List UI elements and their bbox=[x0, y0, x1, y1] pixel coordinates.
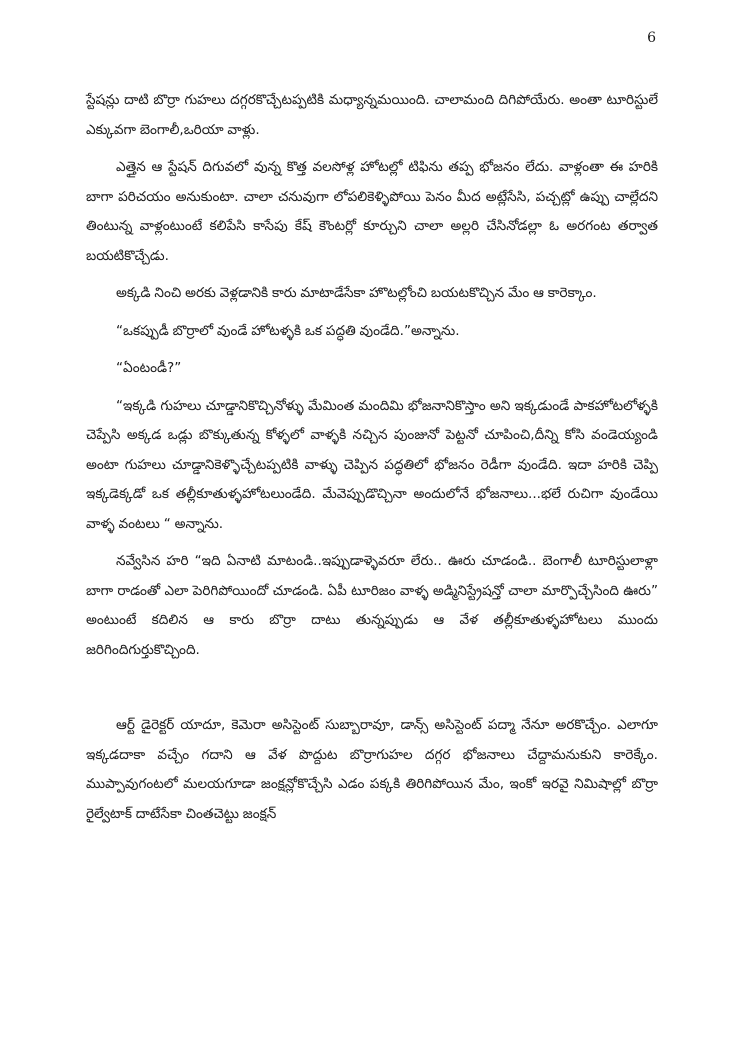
paragraph: నవ్వేసిన హరి “ఇది ఏనాటి మాటండి..ఇప్పుడాళ్ళెవరూ లేరు.. ఊరు చూడండి.. బెంగాలీ టూరిస్టులాళ్లా బాగా రాడంతో ఎలా పెరిగిపోయిందో చూడండి. ఏపీ టూరిజం వాళ్ళ అడ్మినిస్ట్రేషన్తో చాలా మార్పొచ్చేసింది ఊరు” అంటుంటే కదిలిన ఆ కారు బొర్రా దాటు తున్నప్పుడు ఆ వేళ తల్లీకూతుళ్ళహోటలు ముందు జరిగిందిగుర్తుకొచ్చింది. bbox=[86, 553, 658, 658]
paragraph: స్టేషన్లు దాటి బొర్రా గుహలు దగ్గరకొచ్చేటప్పటికి మధ్యాన్నమయింది. చాలామంది దిగిపోయేరు. అంతా టూరిస్టులే ఎక్కువగా బెంగాలీ,ఒరియా వాళ్లు. bbox=[86, 92, 658, 138]
paragraph: ఎత్తైన ఆ స్టేషన్ దిగువలో వున్న కొత్త వలసోళ్ల హోటల్లో టిఫిను తప్ప భోజనం లేదు. వాళ్లంతా ఈ హరికి బాగా పరిచయం అనుకుంటా. చాలా చనువుగా లోపలికెళ్ళిపోయి పెనం మీద అట్లేసేసి, పచ్చట్లో ఉప్పు చాల్లేదని తింటున్న వాళ్లంటుంటే కలిపేసి కాసేపు కేష్ కౌంటర్లో కూర్చుని చాలా అల్లరి చేసినోడల్లా ఓ అరగంట తర్వాత బయటికొచ్చేడు. bbox=[86, 159, 658, 264]
page-number: 6 bbox=[647, 30, 656, 46]
paragraph: “ఇక్కడి గుహలు చూడ్డానికొచ్చినోళ్ళు మేమింత మందిమి భోజనానికొస్తాం అని ఇక్కడుండే పాకహోటలోళ్ళకి చెప్పేసి అక్కడ ఒడ్లు బొక్కుతున్న కోళ్ళలో వాళ్ళకి నచ్చిన పుంజునో పెట్టనో చూపించి,దీన్ని కోసి వండెయ్యండి అంటా గుహలు చూడ్డానికెళ్ళొచ్చేటప్పటికి వాళ్ళు చెప్పిన పద్ధతిలో భోజనం రెడీగా వుండేది. ఇదా హరికి చెప్పి ఇక్కడెక్కడో ఒక తల్లీకూతుళ్ళహోటలుండేది. మేవెప్పుడొచ్చినా అందులోనే భోజనాలు...భలే రుచిగా వుండేయి వాళ్ళ వంటలు “ అన్నాను. bbox=[86, 397, 658, 532]
paragraph: అక్కడి నించి అరకు వెళ్లడానికి కారు మాటాడేసేకా హొటల్లోంచి బయటకొచ్చిన మేం ఆ కారెక్కాం. bbox=[116, 285, 597, 301]
dialogue-line: “ఒకప్పుడీ బొర్రాలో వుండే హోటళ్ళకి ఒక పద్ధతి వుండేది.”అన్నాను. bbox=[116, 322, 460, 339]
dialogue-line: “ఏంటండీ?” bbox=[116, 360, 182, 376]
paragraph: ఆర్ట్ డైరెక్టర్ యాదూ, కెమెరా అసిస్టెంట్ సుబ్బారావూ, డాన్స్ అసిస్టెంట్ పద్మా నేనూ అరకొచ్చేం. ఎలాగూ ఇక్కడదాకా వచ్చేం గదాని ఆ వేళ పొద్దుట బొర్రాగుహల దగ్గర భోజనాలు చేద్దామనుకుని కారెక్కేం. ముప్పావుగంటలో మలయగూడా జంక్షన్లోకొచ్చేసి ఎడం పక్కకి తిరిగిపోయిన మేం, ఇంకో ఇరవై నిమిషాల్లో బొర్రా రైల్వేటాక్ దాటేసేకా చింతచెట్టు జంక్షన్ bbox=[86, 717, 658, 822]
document-body bbox=[86, 86, 658, 829]
